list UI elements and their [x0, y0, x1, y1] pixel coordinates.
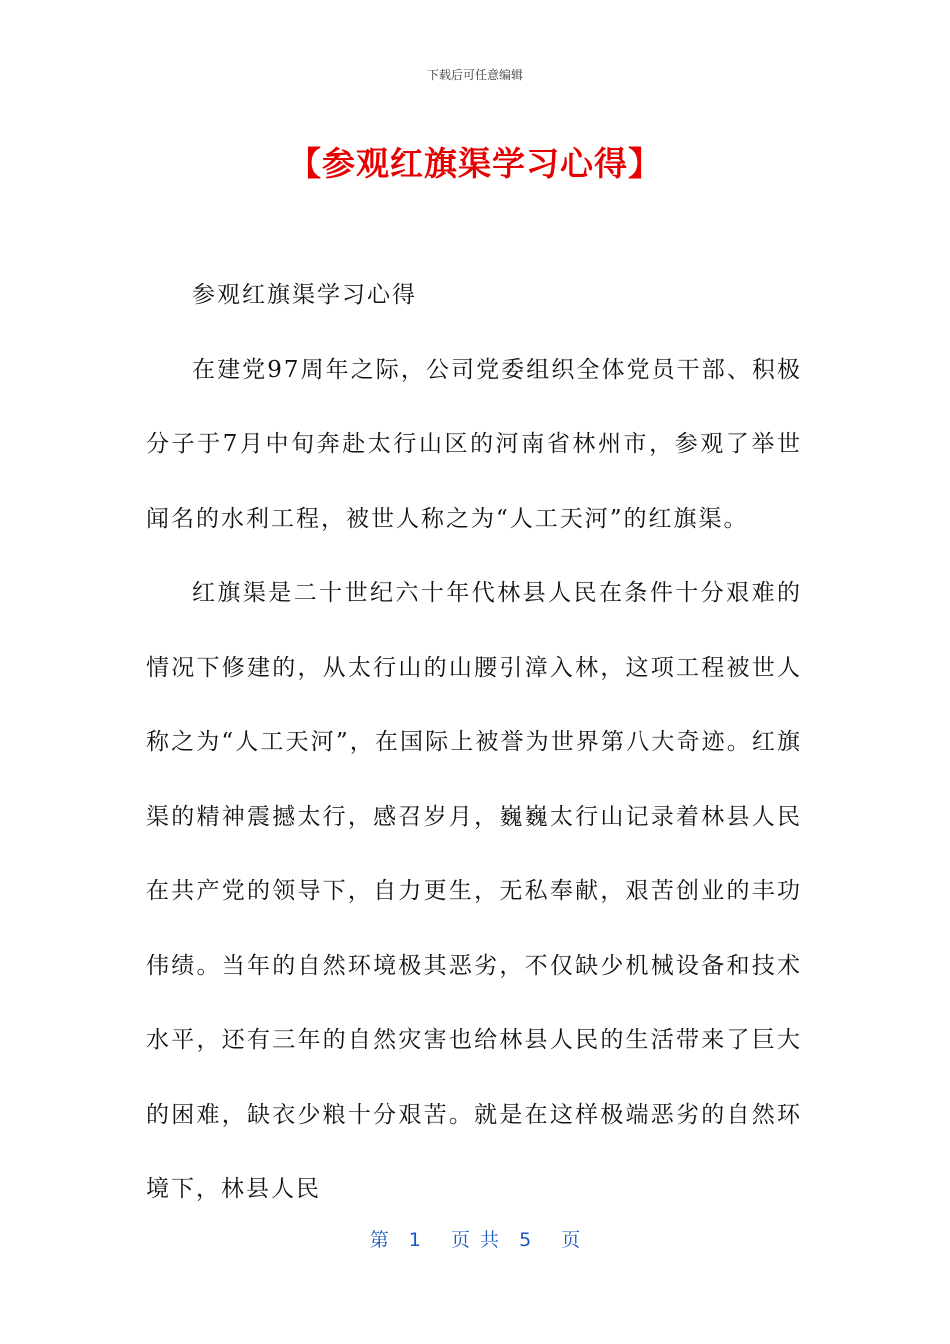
paragraph-intro: 在建党97周年之际，公司党委组织全体党员干部、积极分子于7月中旬奔赴太行山区的河南省林州市，参观了举世闻名的水利工程，被世人称之为“人工天河”的红旗渠。 — [146, 356, 802, 532]
document-body — [146, 258, 802, 1227]
paragraph-subtitle: 参观红旗渠学习心得 — [192, 282, 417, 308]
page-header-note: 下载后可任意编辑 — [426, 68, 523, 82]
paragraph-history: 红旗渠是二十世纪六十年代林县人民在条件十分艰难的情况下修建的，从太行山的山腰引漳入林，这项工程被世人称之为“人工天河”，在国际上被誉为世界第八大奇迹。红旗渠的精神震撼太行，感召岁月，巍巍太行山记录着林县人民在共产党的领导下，自力更生，无私奉献，艰苦创业的丰功伟绩。当年的自然环境极其恶劣，不仅缺少机械设备和技术水平，还有三年的自然灾害也给林县人民的生活带来了巨大的困难，缺衣少粮十分艰苦。就是在这样极端恶劣的自然环境下，林县人民 — [146, 580, 802, 1202]
document-title: 【参观红旗渠学习心得】 — [288, 144, 662, 183]
page-footer-pagination: 第 1 页 共 5 页 — [369, 1229, 581, 1251]
